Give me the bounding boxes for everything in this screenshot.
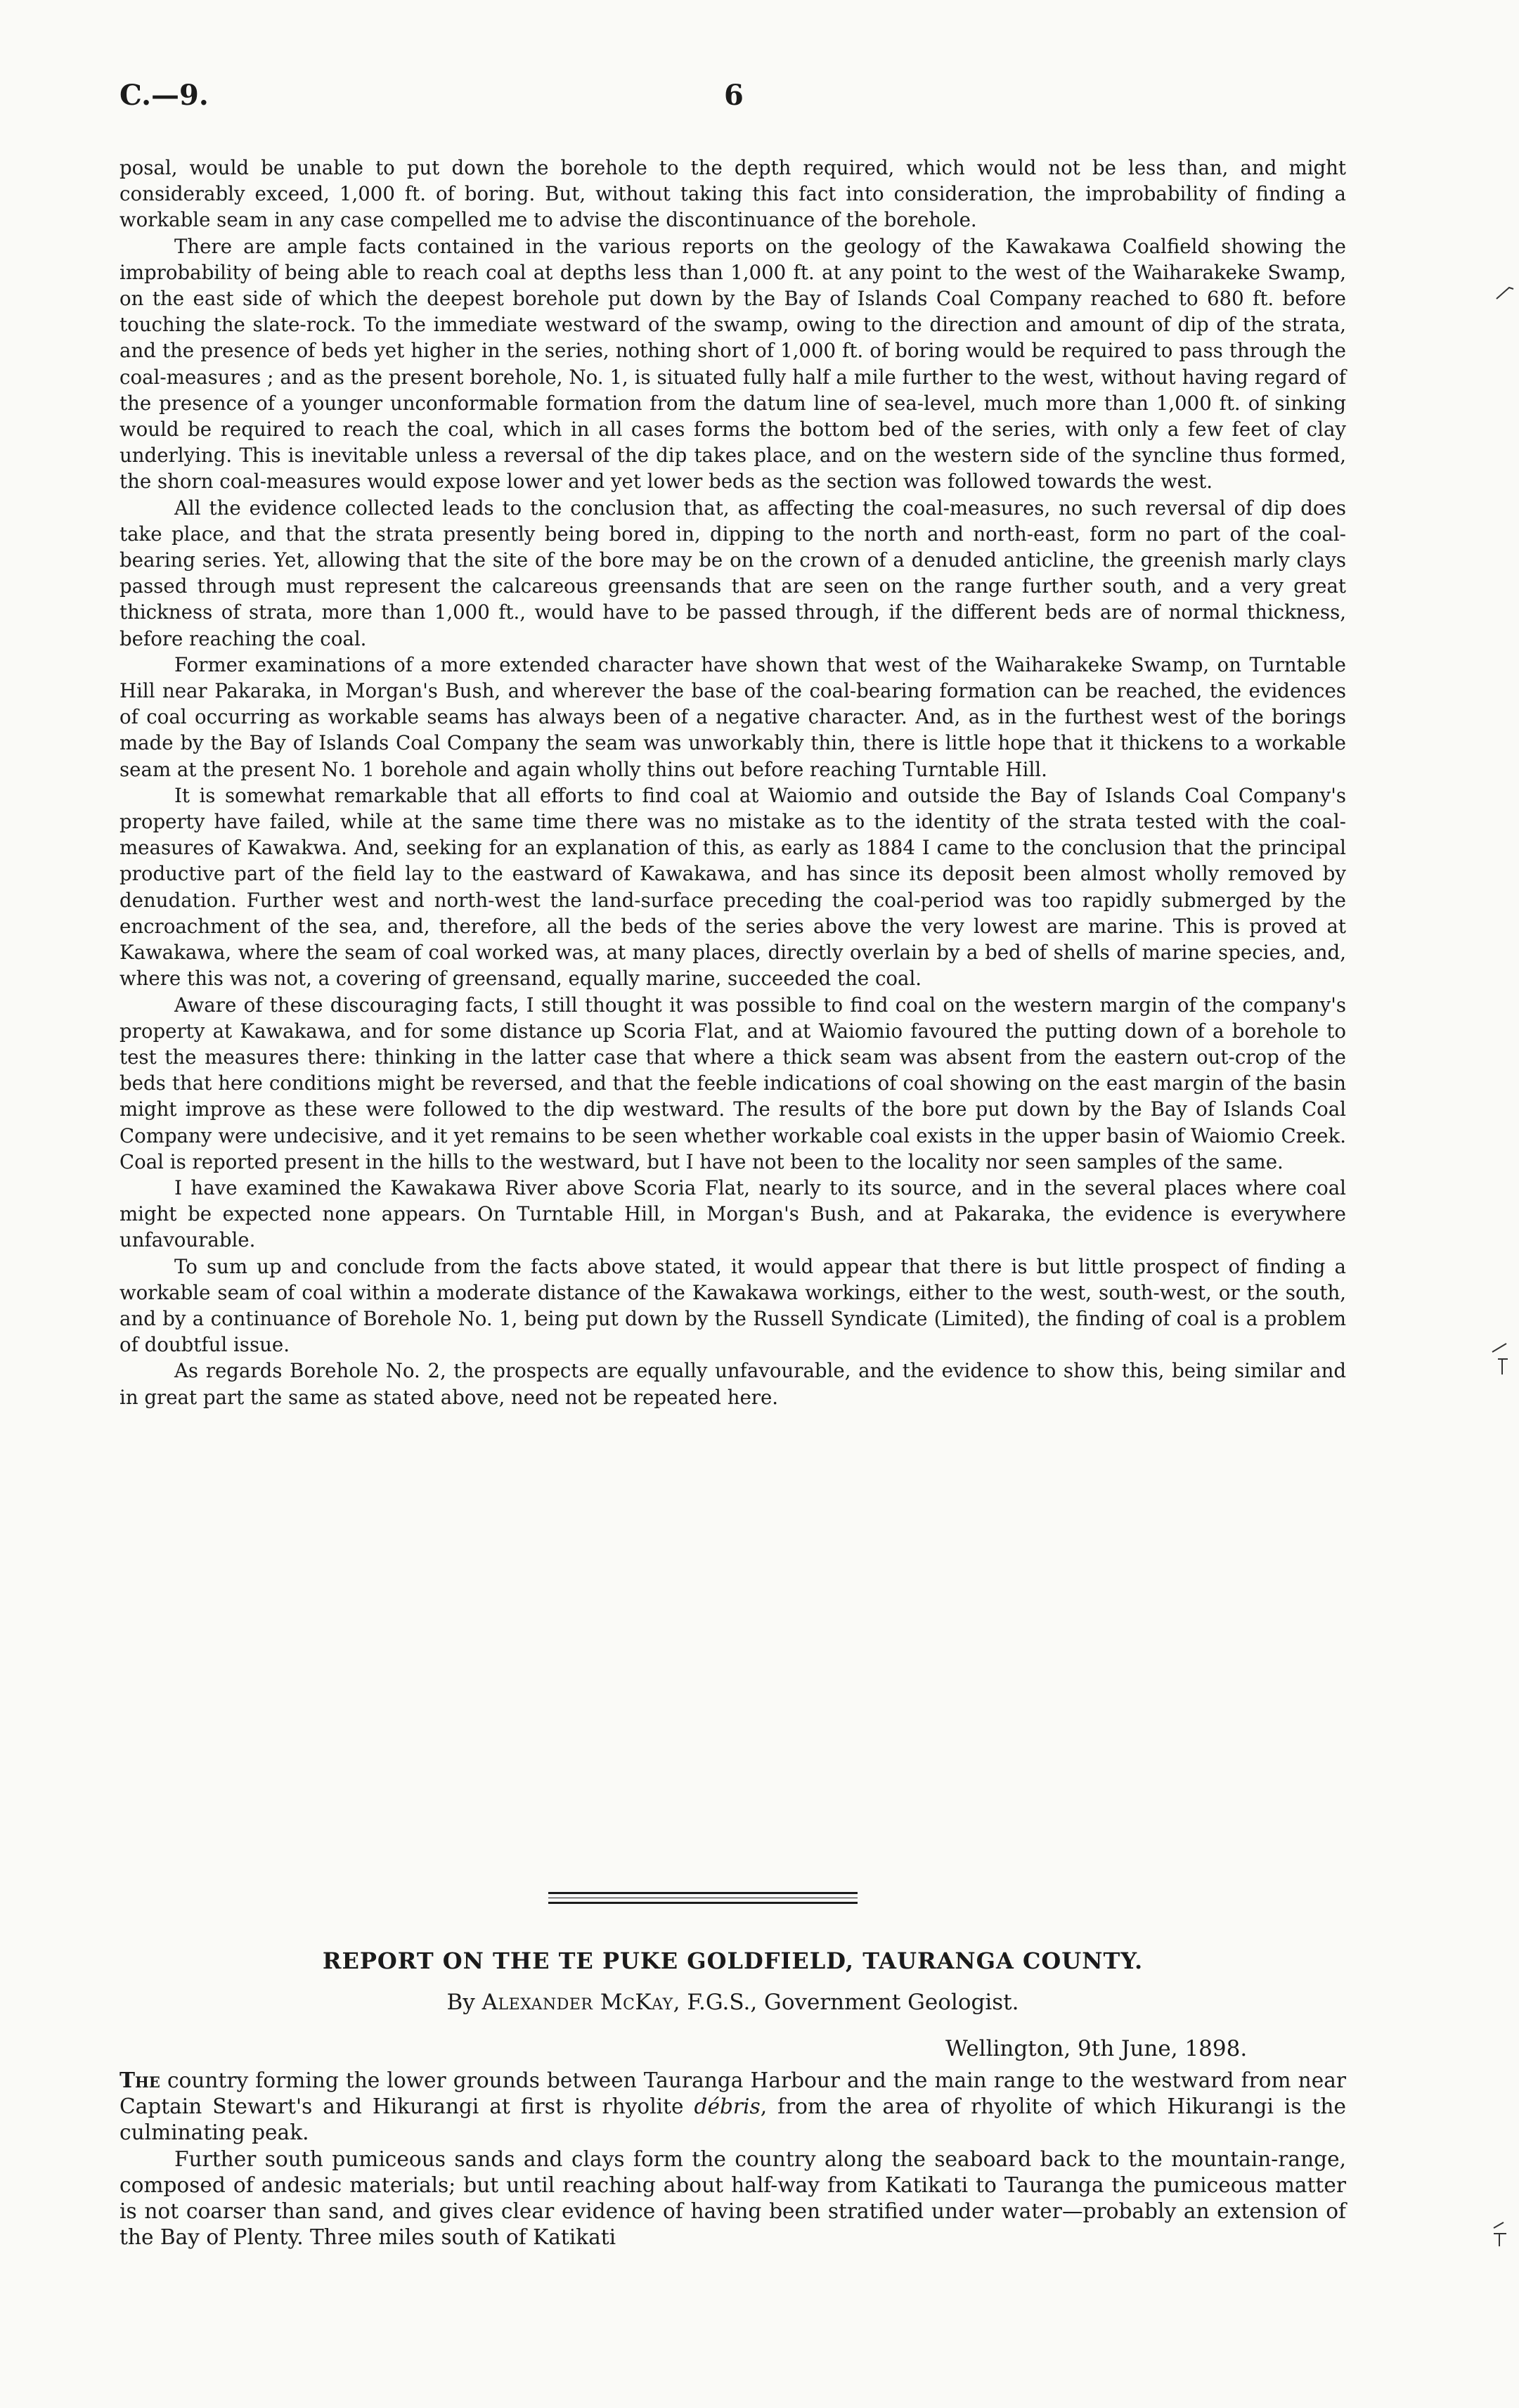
paragraph: It is somewhat remarkable that all efforts to find coal at Waiomio and outside the Bay of Islands Coal Company's property have failed, while at the same time there was no mistake as to the identity of the strata tested with the coal-measures of Kawakwa. And, seeking for an explanation of this, as early as 1884 I came to the conclusion that the principal productive part of the field lay to the eastward of Kawakawa, and has since its deposit been almost wholly removed by denudation. Further west and north-west the land-surface preceding the coal-period was too rapidly submerged by the encroachment of the sea, and, therefore, all the beds of the series above the very lowest are marine. This is proved at Kawakawa, where the seam of coal worked was, at many places, directly overlain by a bed of shells of marine species, and, where this was not, a covering of greensand, equally marine, succeeded the coal.	[119, 783, 1346, 991]
running-head	[119, 79, 1392, 121]
paragraph	[119, 2067, 1346, 2146]
byline-suffix: , F.G.S., Government Geologist.	[673, 1990, 1019, 2015]
paragraph: There are ample facts contained in the various reports on the geology of the Kawakawa Coalfield showing the improbability of being able to reach coal at depths less than 1,000 ft. at any point to the west of the Waiharakeke Swamp, on the east side of which the deepest borehole put down by the Bay of Islands Coal Company reached to 680 ft. before touching the slate-rock. To the immediate westward of the swamp, owing to the direction and amount of dip of the strata, and the presence of beds yet higher in the series, nothing short of 1,000 ft. of boring would be required to pass through the coal-measures ; and as the present borehole, No. 1, is situated fully half a mile further to the west, without having regard of the presence of a younger unconformable formation from the datum line of sea-level, much more than 1,000 ft. of sinking would be required to reach the coal, which in all cases forms the bottom bed of the series, with only a few feet of clay underlying. This is inevitable unless a reversal of the dip takes place, and on the western side of the syncline thus formed, the shorn coal-measures would expose lower and yet lower beds as the section was followed towards the west.	[119, 234, 1346, 494]
paragraph: Further south pumiceous sands and clays form the country along the seaboard back to the mountain-range, composed of andesic materials; but until reaching about half-way from Katikati to Tauranga the pumiceous matter is not coarser than sand, and gives clear evidence of having been stratified under water—probably an extension of the Bay of Plenty. Three miles south of Katikati	[119, 2146, 1346, 2250]
opening-word: The	[119, 2068, 160, 2092]
margin-mark-icon	[1487, 2218, 1515, 2253]
margin-mark-icon	[1494, 278, 1515, 306]
body-text	[119, 155, 1346, 1410]
report-title: REPORT ON THE TE PUKE GOLDFIELD, TAURANGA COUNTY.	[322, 1947, 1144, 1974]
paragraph: All the evidence collected leads to the conclusion that, as affecting the coal-measures, no such reversal of dip does take place, and that the strata presently being bored in, dipping to the north and north-east, form no part of the coal-bearing series. Yet, allowing that the site of the bore may be on the crown of a denuded anticline, the greenish marly clays passed through must represent the calcareous greensands that are seen on the range further south, and a very great thickness of strata, more than 1,000 ft., would have to be passed through, if the different beds are of normal thickness, before reaching the coal.	[119, 496, 1346, 650]
paragraph: Aware of these discouraging facts, I still thought it was possible to find coal on the western margin of the company's property at Kawakawa, and for some distance up Scoria Flat, and at Waiomio favoured the putting down of a borehole to test the measures there: thinking in the latter case that where a thick seam was absent from the eastern out-crop of the beds that here conditions might be reversed, and that the feeble indications of coal showing on the east margin of the basin might improve as these were followed to the dip westward. The results of the bore put down by the Bay of Islands Coal Company were undecisive, and it yet remains to be seen whether workable coal exists in the upper basin of Waiomio Creek. Coal is reported present in the hills to the westward, but I have not been to the locality nor seen samples of the same.	[119, 993, 1346, 1173]
paragraph: As regards Borehole No. 2, the prospects are equally unfavourable, and the evidence to show this, being similar and in great part the same as stated above, need not be repeated here.	[119, 1359, 1346, 1409]
series-code: C.—9.	[119, 79, 209, 112]
paragraph: posal, would be unable to put down the borehole to the depth required, which would not be less than, and might considerably exceed, 1,000 ft. of boring. But, without taking this fact into consideration, the improbability of finding a workable seam in any case compelled me to advise the discontinuance of the borehole.	[119, 156, 1346, 232]
author-name: Alexander McKay	[481, 1990, 673, 2015]
byline-prefix: By	[446, 1990, 475, 2015]
paragraph-text: , from the area of rhyolite of which Hikurangi is the culminating peak.	[119, 2094, 1346, 2145]
italic-term: débris	[694, 2094, 761, 2119]
paragraph-text: country forming the lower grounds between Tauranga Harbour and the main range to the westward from near Captain Stewart's and Hikurangi at first is rhyolite	[119, 2068, 1346, 2119]
margin-mark-icon	[1487, 1339, 1515, 1382]
page-number: 6	[724, 79, 744, 112]
paragraph: Former examinations of a more extended character have shown that west of the Waiharakeke Swamp, on Turntable Hill near Pakaraka, in Morgan's Bush, and wherever the base of the coal-bearing formation can be reached, the evidences of coal occurring as workable seams has always been of a negative character. And, as in the furthest west of the borings made by the Bay of Islands Coal Company the seam was unworkably thin, there is little hope that it thickens to a workable seam at the present No. 1 borehole and again wholly thins out before reaching Turntable Hill.	[119, 652, 1346, 781]
paragraph: I have examined the Kawakawa River above Scoria Flat, nearly to its source, and in the several places where coal might be expected none appears. On Turntable Hill, in Morgan's Bush, and at Pakaraka, the evidence is everywhere unfavourable.	[119, 1176, 1346, 1252]
section-divider	[548, 1892, 858, 1904]
byline	[119, 1990, 1346, 2015]
paragraph: To sum up and conclude from the facts above stated, it would appear that there is but little prospect of finding a workable seam of coal within a moderate distance of the Kawakawa workings, either to the west, south-west, or the south, and by a continuance of Borehole No. 1, being put down by the Russell Syndicate (Limited), the finding of coal is a problem of doubtful issue.	[119, 1254, 1346, 1357]
divider-line	[548, 1892, 858, 1894]
report-body	[119, 2067, 1346, 2251]
dateline: Wellington, 9th June, 1898.	[945, 2036, 1248, 2061]
divider-line	[548, 1902, 858, 1904]
